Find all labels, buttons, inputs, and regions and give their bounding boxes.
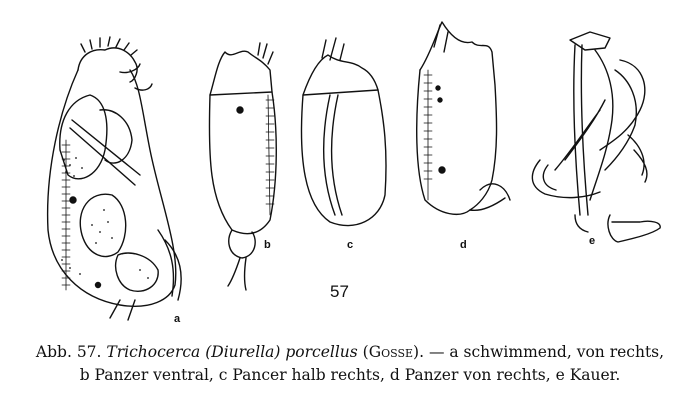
label-d: d <box>460 239 467 251</box>
caption-line-2: b Panzer ventral, c Pancer halb rechts, d Panzer von rechts, e Kauer. <box>79 366 621 384</box>
label-e: e <box>589 235 596 247</box>
caption-line-1 <box>14 341 686 364</box>
label-c: c <box>347 239 354 251</box>
caption-author: (Gosse). <box>362 343 425 361</box>
drawing-b-lorica-ventral <box>209 43 276 290</box>
label-b: b <box>264 239 271 251</box>
drawing-a-swimming-animal <box>48 37 181 320</box>
caption-species: (Diurella) porcellus <box>205 343 358 361</box>
caption-prefix: Abb. 57. <box>35 343 102 361</box>
figure-number: 57 <box>330 282 349 301</box>
caption-line1-rest: — a schwimmend, von rechts, <box>424 343 665 361</box>
drawing-d-lorica-right <box>417 22 510 214</box>
figure-caption <box>14 341 686 387</box>
drawing-c-lorica-half-right <box>301 38 386 226</box>
label-a: a <box>174 313 181 325</box>
caption-genus: Trichocerca <box>106 343 201 361</box>
drawing-e-trophi <box>532 32 660 242</box>
